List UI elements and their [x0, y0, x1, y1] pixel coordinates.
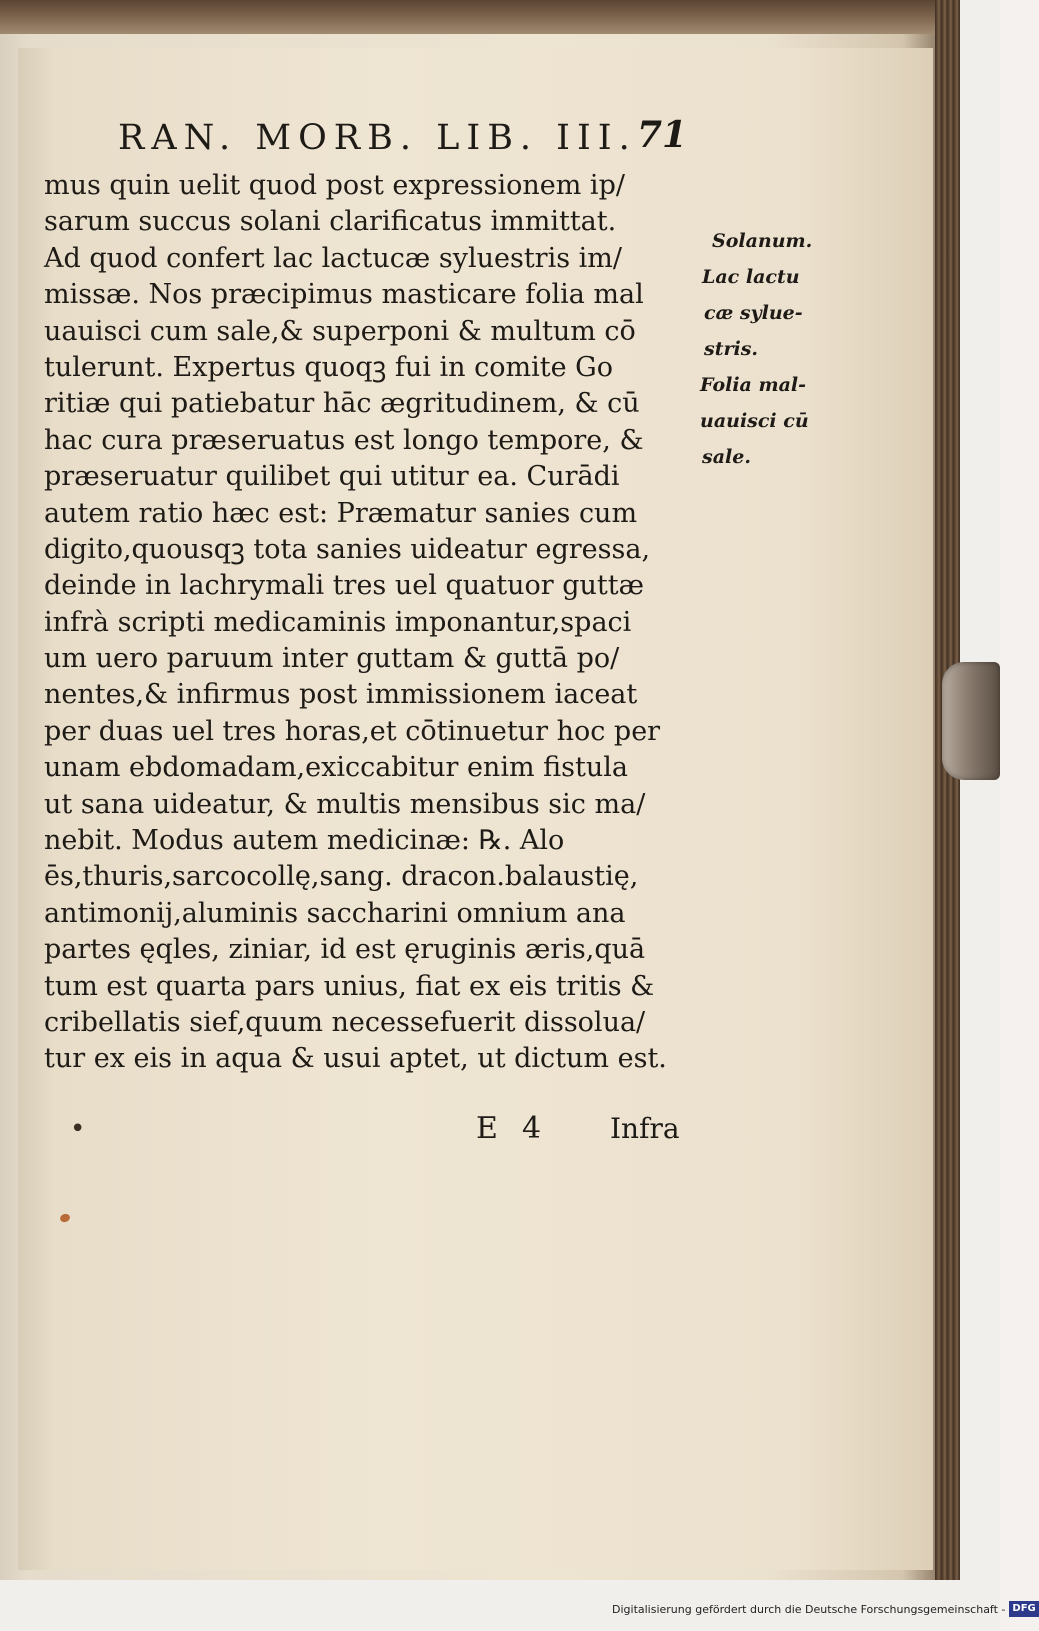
marginal-note: Lac lactu [702, 266, 800, 288]
text-line: antimonij,aluminis saccharini omnium ana [44, 897, 626, 929]
text-line: ritiæ qui patiebatur hāc ægritudinem, & cū [44, 388, 640, 420]
stray-mark: • [70, 1114, 86, 1144]
signature-mark: E [476, 1111, 498, 1146]
catchword: Infra [610, 1112, 680, 1145]
book-fore-edge [935, 0, 960, 1580]
text-line: ut sana uideatur, & multis mensibus sic ma/ [44, 788, 646, 820]
dfg-logo: DFG [1009, 1601, 1038, 1617]
digitization-credit [612, 1601, 1039, 1617]
text-line: partes ęqles, ziniar, id est ęruginis æris,quā [44, 934, 646, 966]
text-line: præseruatur quilibet qui utitur ea. Curādi [44, 461, 620, 493]
text-line: uauisci cum sale,& superponi & multum cō [44, 315, 636, 347]
text-line: um uero paruum inter guttam & guttā po/ [44, 643, 620, 675]
signature-number: 4 [522, 1111, 542, 1146]
main-text-block [44, 168, 744, 1078]
text-line: Ad quod confert lac lactucæ syluestris im/ [44, 242, 622, 274]
text-line: sarum succus solani clarificatus immittat. [44, 206, 617, 238]
text-line: missæ. Nos præcipimus masticare folia mal [44, 279, 644, 311]
running-title: RAN. MORB. LIB. III. [118, 118, 637, 158]
text-line: mus quin uelit quod post expressionem ip/ [44, 170, 625, 201]
text-line: cribellatis sief,quum necessefuerit dissolua/ [44, 1006, 646, 1038]
text-line: per duas uel tres horas,et cōtinuetur hoc per [44, 715, 661, 747]
marginal-note: uauisci cū [700, 410, 809, 432]
marginal-note: cæ sylue- [704, 302, 803, 324]
text-line: autem ratio hæc est: Præmatur sanies cum [44, 497, 638, 529]
marginal-note: sale. [702, 446, 751, 468]
book-top-edge [0, 0, 960, 34]
book-clasp [942, 662, 1000, 780]
text-line: nentes,& infirmus post immissionem iaceat [44, 679, 638, 711]
credit-text: Digitalisierung gefördert durch die Deutsche Forschungsgemeinschaft - [612, 1602, 1006, 1616]
text-line: digito,quousqꝫ tota sanies uideatur egressa, [44, 533, 651, 565]
text-line: deinde in lachrymali tres uel quatuor guttæ [44, 570, 644, 602]
text-line: nebit. Modus autem medicinæ: ℞. Alo [44, 825, 565, 857]
folio-number: 71 [637, 114, 688, 156]
marginal-note: Solanum. [712, 230, 813, 252]
text-line: hac cura præseruatus est longo tempore, & [44, 424, 644, 456]
text-line: tur ex eis in aqua & usui aptet, ut dictum est. [44, 1043, 667, 1075]
marginal-note: stris. [704, 338, 759, 360]
text-line: ēs,thuris,sarcocollę,sang. dracon.balaustię, [44, 861, 639, 893]
marginal-note: Folia mal- [700, 374, 807, 396]
text-line: infrà scripti medicaminis imponantur,spaci [44, 606, 632, 638]
text-line: tum est quarta pars unius, fiat ex eis tritis & [44, 970, 655, 1002]
text-line: unam ebdomadam,exiccabitur enim fistula [44, 752, 628, 784]
text-line: tulerunt. Expertus quoqꝫ fui in comite Go [44, 351, 613, 383]
